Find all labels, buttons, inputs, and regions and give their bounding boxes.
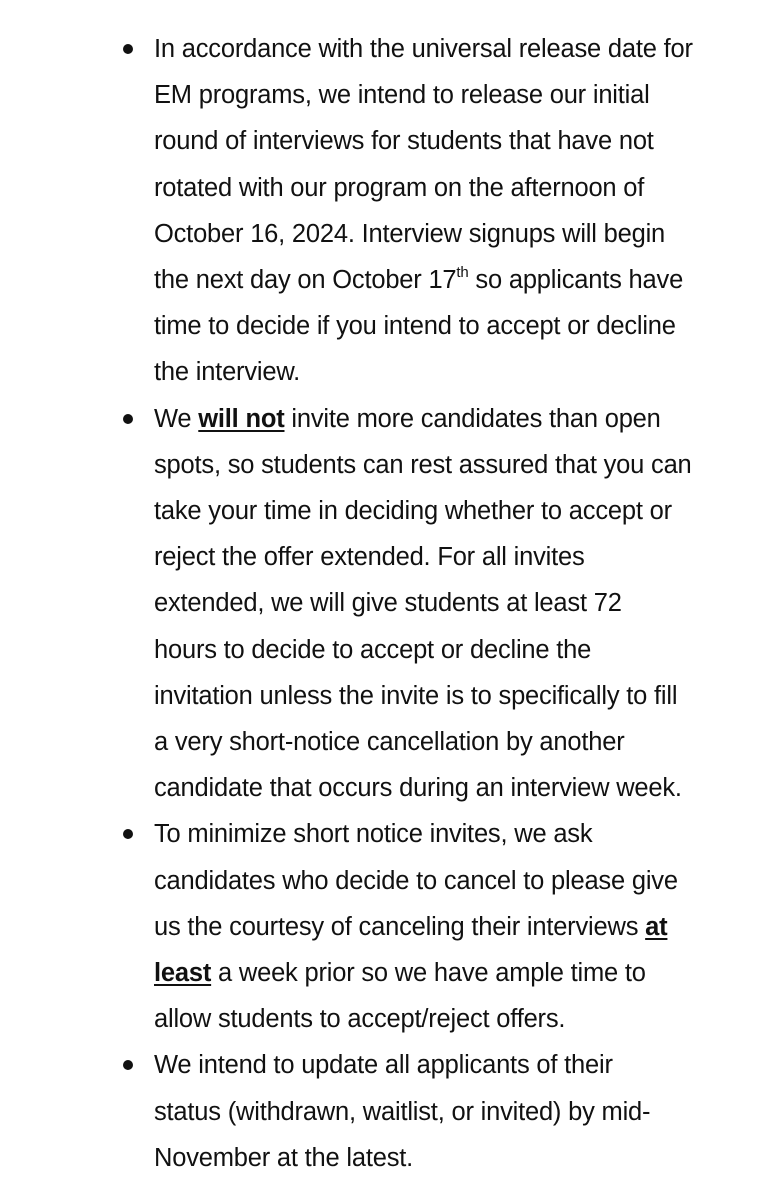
text-line: status (withdrawn, waitlist, or invited) by mid- <box>154 1097 651 1126</box>
text-line: spots, so students can rest assured that you can <box>154 450 692 479</box>
text-segment: a week prior so we have ample time to <box>211 959 646 988</box>
text-line: round of interviews for students that have not <box>154 127 654 156</box>
text-line: To minimize short notice invites, we ask <box>154 820 593 849</box>
text-line: In accordance with the universal release date for <box>154 35 693 63</box>
text-line: the interview. <box>154 358 301 387</box>
bullet-dot-icon <box>123 44 133 54</box>
text-line: rotated with our program on the afternoon of <box>154 173 645 202</box>
text-line: candidates who decide to cancel to please give <box>154 866 678 895</box>
text-line: October 16, 2024. Interview signups will begin <box>154 219 666 248</box>
emphasis-text: least <box>154 959 212 988</box>
text-line: allow students to accept/reject offers. <box>154 1005 566 1034</box>
bullet-dot-icon <box>123 829 133 839</box>
emphasis-text: will not <box>198 404 285 433</box>
text-segment: us the courtesy of canceling their interviews <box>154 912 646 941</box>
text-segment: invite more candidates than open <box>284 404 661 433</box>
text-line: hours to decide to accept or decline the <box>154 635 592 664</box>
document-body <box>0 26 776 1181</box>
text-line: November at the latest. <box>154 1143 414 1172</box>
text-line <box>154 904 706 950</box>
text-segment: We <box>154 404 199 433</box>
text-line: time to decide if you intend to accept or decline <box>154 312 676 341</box>
text-line: a very short-notice cancellation by another <box>154 728 625 757</box>
text-line: invitation unless the invite is to specifically to fill <box>154 681 678 710</box>
text-line: EM programs, we intend to release our initial <box>154 81 650 110</box>
text-line: take your time in deciding whether to accept or <box>154 497 672 526</box>
bullet-item-status-update <box>0 1042 776 1181</box>
ordinal-superscript: th <box>456 263 469 281</box>
bullet-item-invites <box>0 396 776 812</box>
text-line: candidate that occurs during an interview week. <box>154 774 682 803</box>
text-line <box>154 257 706 303</box>
text-line: extended, we will give students at least 72 <box>154 589 622 618</box>
text-line <box>154 950 706 996</box>
emphasis-text: at <box>645 912 668 941</box>
bullet-list <box>0 26 776 1181</box>
text-segment: so applicants have <box>468 266 684 295</box>
bullet-dot-icon <box>123 414 133 424</box>
text-segment: the next day on October 17 <box>154 266 457 295</box>
bullet-dot-icon <box>123 1060 133 1070</box>
text-line: We intend to update all applicants of their <box>154 1051 613 1080</box>
text-line <box>154 396 706 442</box>
bullet-item-release-date <box>0 26 776 396</box>
text-line: reject the offer extended. For all invites <box>154 543 585 572</box>
bullet-item-cancellations <box>0 811 776 1042</box>
